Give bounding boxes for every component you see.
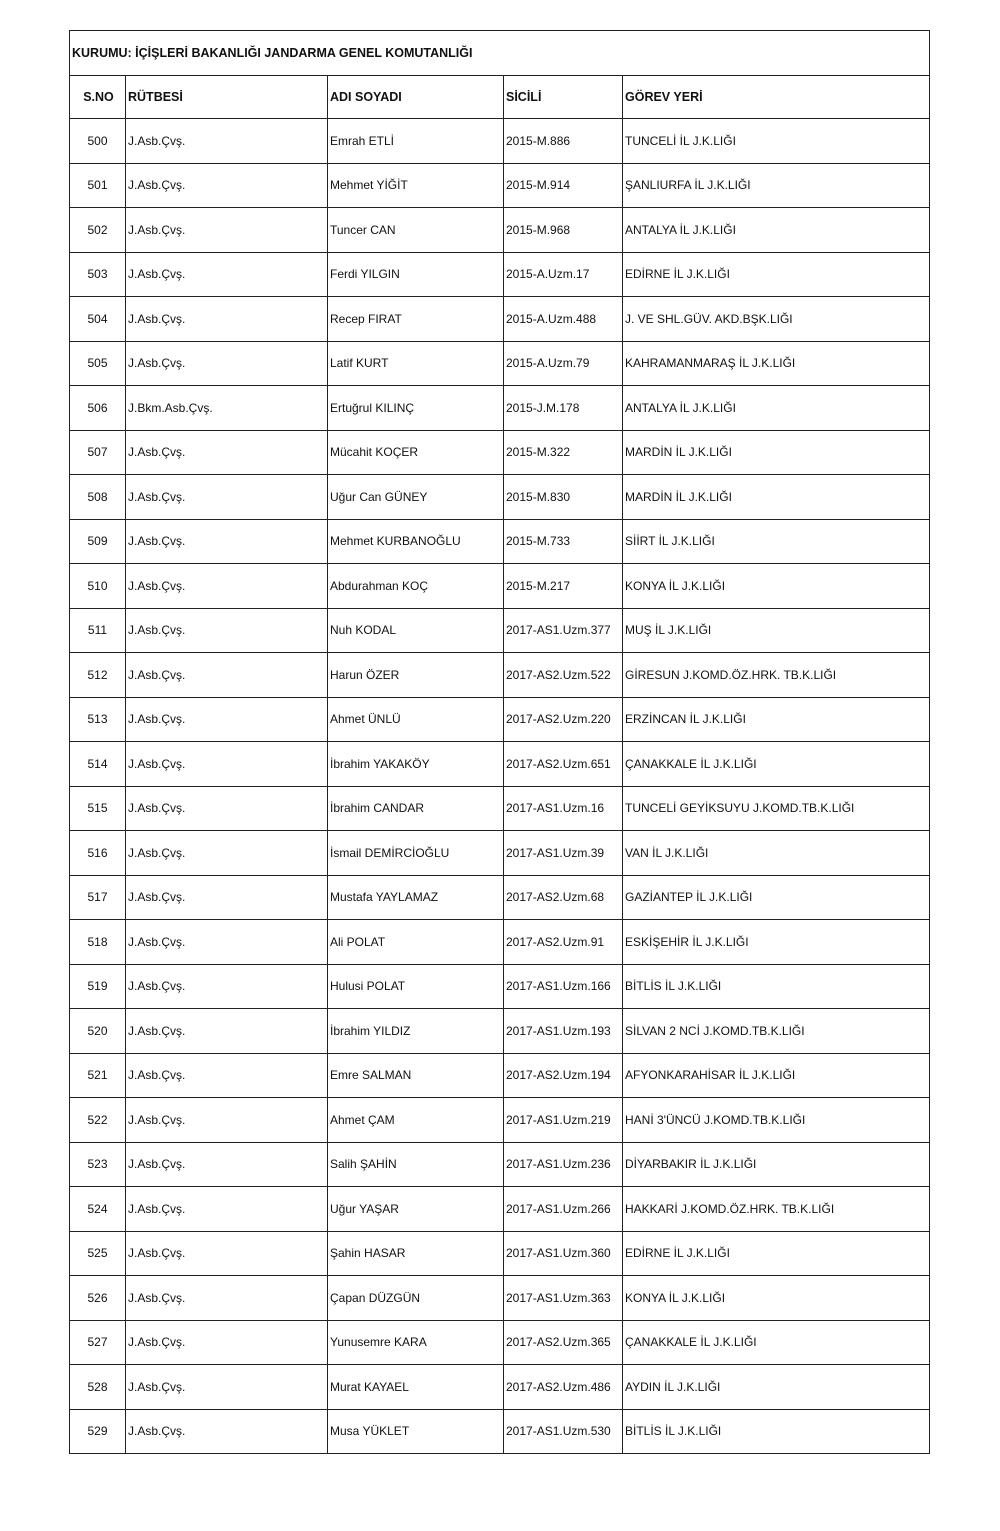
row-sno: 518 [70, 920, 126, 965]
row-name: Ahmet ÇAM [328, 1098, 504, 1143]
row-registry: 2017-AS2.Uzm.486 [504, 1365, 623, 1410]
table-row [70, 653, 930, 698]
row-duty-station: GİRESUN J.KOMD.ÖZ.HRK. TB.K.LIĞI [623, 653, 930, 698]
row-name: İbrahim YAKAKÖY [328, 742, 504, 787]
row-duty-station: KONYA İL J.K.LIĞI [623, 564, 930, 609]
row-duty-station: EDİRNE İL J.K.LIĞI [623, 252, 930, 297]
row-rank: J.Asb.Çvş. [126, 1365, 328, 1410]
row-sno: 501 [70, 163, 126, 208]
row-rank: J.Asb.Çvş. [126, 831, 328, 876]
row-sno: 524 [70, 1187, 126, 1232]
table-row [70, 297, 930, 342]
row-sno: 529 [70, 1409, 126, 1454]
row-rank: J.Asb.Çvş. [126, 1009, 328, 1054]
table-row [70, 1276, 930, 1321]
row-sno: 527 [70, 1320, 126, 1365]
row-rank: J.Asb.Çvş. [126, 608, 328, 653]
row-registry: 2015-M.217 [504, 564, 623, 609]
table-row [70, 920, 930, 965]
row-duty-station: AYDIN İL J.K.LIĞI [623, 1365, 930, 1410]
row-rank: J.Asb.Çvş. [126, 875, 328, 920]
row-rank: J.Asb.Çvş. [126, 1187, 328, 1232]
institution-row [70, 31, 930, 76]
column-header-duty-station: GÖREV YERİ [623, 76, 930, 119]
row-name: Recep FIRAT [328, 297, 504, 342]
column-header-rank: RÜTBESİ [126, 76, 328, 119]
row-duty-station: TUNCELİ İL J.K.LIĞI [623, 119, 930, 164]
row-rank: J.Asb.Çvş. [126, 119, 328, 164]
row-registry: 2017-AS1.Uzm.360 [504, 1231, 623, 1276]
row-name: Ferdi YILGIN [328, 252, 504, 297]
row-rank: J.Asb.Çvş. [126, 341, 328, 386]
row-name: Hulusi POLAT [328, 964, 504, 1009]
row-sno: 522 [70, 1098, 126, 1143]
row-name: Abdurahman KOÇ [328, 564, 504, 609]
row-registry: 2017-AS2.Uzm.68 [504, 875, 623, 920]
table-row [70, 1187, 930, 1232]
row-duty-station: ANTALYA İL J.K.LIĞI [623, 208, 930, 253]
row-registry: 2017-AS1.Uzm.363 [504, 1276, 623, 1321]
row-duty-station: ŞANLIURFA İL J.K.LIĞI [623, 163, 930, 208]
row-name: Çapan DÜZGÜN [328, 1276, 504, 1321]
row-sno: 510 [70, 564, 126, 609]
row-sno: 528 [70, 1365, 126, 1410]
row-name: Harun ÖZER [328, 653, 504, 698]
row-rank: J.Bkm.Asb.Çvş. [126, 386, 328, 431]
row-registry: 2017-AS1.Uzm.219 [504, 1098, 623, 1143]
table-row [70, 964, 930, 1009]
row-sno: 511 [70, 608, 126, 653]
row-registry: 2017-AS1.Uzm.166 [504, 964, 623, 1009]
row-sno: 520 [70, 1009, 126, 1054]
table-row [70, 697, 930, 742]
row-rank: J.Asb.Çvş. [126, 786, 328, 831]
row-duty-station: DİYARBAKIR İL J.K.LIĞI [623, 1142, 930, 1187]
row-rank: J.Asb.Çvş. [126, 653, 328, 698]
table-row [70, 564, 930, 609]
column-header-row [70, 76, 930, 119]
row-sno: 500 [70, 119, 126, 164]
row-sno: 516 [70, 831, 126, 876]
table-row [70, 475, 930, 520]
row-registry: 2015-J.M.178 [504, 386, 623, 431]
row-registry: 2017-AS1.Uzm.16 [504, 786, 623, 831]
row-duty-station: GAZİANTEP İL J.K.LIĞI [623, 875, 930, 920]
row-sno: 512 [70, 653, 126, 698]
row-rank: J.Asb.Çvş. [126, 1409, 328, 1454]
row-registry: 2015-M.830 [504, 475, 623, 520]
row-rank: J.Asb.Çvş. [126, 1276, 328, 1321]
table-row [70, 1231, 930, 1276]
row-sno: 507 [70, 430, 126, 475]
row-duty-station: J. VE SHL.GÜV. AKD.BŞK.LIĞI [623, 297, 930, 342]
row-sno: 509 [70, 519, 126, 564]
row-registry: 2017-AS1.Uzm.193 [504, 1009, 623, 1054]
row-name: Mehmet KURBANOĞLU [328, 519, 504, 564]
row-sno: 521 [70, 1053, 126, 1098]
row-rank: J.Asb.Çvş. [126, 1142, 328, 1187]
row-duty-station: MARDİN İL J.K.LIĞI [623, 430, 930, 475]
row-rank: J.Asb.Çvş. [126, 1231, 328, 1276]
row-registry: 2017-AS2.Uzm.651 [504, 742, 623, 787]
row-name: Salih ŞAHİN [328, 1142, 504, 1187]
row-name: Ertuğrul KILINÇ [328, 386, 504, 431]
row-sno: 526 [70, 1276, 126, 1321]
row-duty-station: ÇANAKKALE İL J.K.LIĞI [623, 742, 930, 787]
row-name: Ahmet ÜNLÜ [328, 697, 504, 742]
row-name: İbrahim YILDIZ [328, 1009, 504, 1054]
row-rank: J.Asb.Çvş. [126, 208, 328, 253]
row-rank: J.Asb.Çvş. [126, 297, 328, 342]
table-row [70, 519, 930, 564]
personnel-list-sheet [69, 30, 929, 1454]
row-rank: J.Asb.Çvş. [126, 564, 328, 609]
row-rank: J.Asb.Çvş. [126, 1098, 328, 1143]
table-row [70, 430, 930, 475]
row-sno: 508 [70, 475, 126, 520]
row-sno: 503 [70, 252, 126, 297]
row-name: Emre SALMAN [328, 1053, 504, 1098]
row-duty-station: ANTALYA İL J.K.LIĞI [623, 386, 930, 431]
row-registry: 2015-M.914 [504, 163, 623, 208]
row-sno: 502 [70, 208, 126, 253]
table-row [70, 119, 930, 164]
table-row [70, 1142, 930, 1187]
row-duty-station: BİTLİS İL J.K.LIĞI [623, 964, 930, 1009]
row-sno: 504 [70, 297, 126, 342]
column-header-registry: SİCİLİ [504, 76, 623, 119]
table-row [70, 786, 930, 831]
table-row [70, 252, 930, 297]
row-sno: 505 [70, 341, 126, 386]
row-registry: 2017-AS1.Uzm.39 [504, 831, 623, 876]
row-name: Yunusemre KARA [328, 1320, 504, 1365]
table-row [70, 341, 930, 386]
row-name: İsmail DEMİRCİOĞLU [328, 831, 504, 876]
row-registry: 2017-AS2.Uzm.220 [504, 697, 623, 742]
row-name: Musa YÜKLET [328, 1409, 504, 1454]
table-row [70, 163, 930, 208]
row-sno: 523 [70, 1142, 126, 1187]
row-name: Mehmet YİĞİT [328, 163, 504, 208]
row-rank: J.Asb.Çvş. [126, 697, 328, 742]
row-rank: J.Asb.Çvş. [126, 163, 328, 208]
institution-title: KURUMU: İÇİŞLERİ BAKANLIĞI JANDARMA GENEL KOMUTANLIĞI [70, 31, 930, 76]
row-name: Latif KURT [328, 341, 504, 386]
row-registry: 2015-A.Uzm.17 [504, 252, 623, 297]
row-registry: 2017-AS2.Uzm.194 [504, 1053, 623, 1098]
row-rank: J.Asb.Çvş. [126, 430, 328, 475]
row-name: Ali POLAT [328, 920, 504, 965]
table-row [70, 1365, 930, 1410]
table-row [70, 1053, 930, 1098]
row-duty-station: SİLVAN 2 NCİ J.KOMD.TB.K.LIĞI [623, 1009, 930, 1054]
row-registry: 2017-AS1.Uzm.236 [504, 1142, 623, 1187]
row-rank: J.Asb.Çvş. [126, 920, 328, 965]
row-rank: J.Asb.Çvş. [126, 1320, 328, 1365]
row-duty-station: EDİRNE İL J.K.LIĞI [623, 1231, 930, 1276]
table-row [70, 875, 930, 920]
row-sno: 525 [70, 1231, 126, 1276]
row-sno: 513 [70, 697, 126, 742]
table-row [70, 608, 930, 653]
row-name: Mücahit KOÇER [328, 430, 504, 475]
row-rank: J.Asb.Çvş. [126, 475, 328, 520]
table-row [70, 1320, 930, 1365]
row-name: Tuncer CAN [328, 208, 504, 253]
row-registry: 2015-M.322 [504, 430, 623, 475]
row-rank: J.Asb.Çvş. [126, 964, 328, 1009]
row-duty-station: ERZİNCAN İL J.K.LIĞI [623, 697, 930, 742]
row-rank: J.Asb.Çvş. [126, 519, 328, 564]
row-sno: 506 [70, 386, 126, 431]
row-duty-station: SİİRT İL J.K.LIĞI [623, 519, 930, 564]
row-rank: J.Asb.Çvş. [126, 742, 328, 787]
row-registry: 2015-M.733 [504, 519, 623, 564]
row-name: Emrah ETLİ [328, 119, 504, 164]
table-row [70, 742, 930, 787]
row-name: Mustafa YAYLAMAZ [328, 875, 504, 920]
row-registry: 2017-AS2.Uzm.91 [504, 920, 623, 965]
table-row [70, 1409, 930, 1454]
row-sno: 514 [70, 742, 126, 787]
row-duty-station: HANİ 3'ÜNCÜ J.KOMD.TB.K.LIĞI [623, 1098, 930, 1143]
row-duty-station: AFYONKARAHİSAR İL J.K.LIĞI [623, 1053, 930, 1098]
row-registry: 2017-AS1.Uzm.530 [504, 1409, 623, 1454]
row-registry: 2015-M.968 [504, 208, 623, 253]
row-duty-station: MARDİN İL J.K.LIĞI [623, 475, 930, 520]
row-duty-station: TUNCELİ GEYİKSUYU J.KOMD.TB.K.LIĞI [623, 786, 930, 831]
row-sno: 515 [70, 786, 126, 831]
table-row [70, 1009, 930, 1054]
row-duty-station: KAHRAMANMARAŞ İL J.K.LIĞI [623, 341, 930, 386]
row-duty-station: MUŞ İL J.K.LIĞI [623, 608, 930, 653]
row-name: İbrahim CANDAR [328, 786, 504, 831]
row-registry: 2017-AS1.Uzm.266 [504, 1187, 623, 1232]
row-name: Uğur YAŞAR [328, 1187, 504, 1232]
row-sno: 519 [70, 964, 126, 1009]
row-name: Şahin HASAR [328, 1231, 504, 1276]
column-header-sno: S.NO [70, 76, 126, 119]
row-duty-station: VAN İL J.K.LIĞI [623, 831, 930, 876]
table-row [70, 831, 930, 876]
row-name: Uğur Can GÜNEY [328, 475, 504, 520]
personnel-table [69, 30, 930, 1454]
row-name: Murat KAYAEL [328, 1365, 504, 1410]
row-registry: 2015-A.Uzm.488 [504, 297, 623, 342]
row-rank: J.Asb.Çvş. [126, 252, 328, 297]
row-registry: 2017-AS2.Uzm.522 [504, 653, 623, 698]
table-body [70, 119, 930, 1454]
row-duty-station: HAKKARİ J.KOMD.ÖZ.HRK. TB.K.LIĞI [623, 1187, 930, 1232]
row-duty-station: BİTLİS İL J.K.LIĞI [623, 1409, 930, 1454]
row-duty-station: ESKİŞEHİR İL J.K.LIĞI [623, 920, 930, 965]
row-registry: 2017-AS1.Uzm.377 [504, 608, 623, 653]
table-row [70, 208, 930, 253]
row-duty-station: KONYA İL J.K.LIĞI [623, 1276, 930, 1321]
row-duty-station: ÇANAKKALE İL J.K.LIĞI [623, 1320, 930, 1365]
row-registry: 2015-A.Uzm.79 [504, 341, 623, 386]
row-registry: 2017-AS2.Uzm.365 [504, 1320, 623, 1365]
row-sno: 517 [70, 875, 126, 920]
row-name: Nuh KODAL [328, 608, 504, 653]
row-registry: 2015-M.886 [504, 119, 623, 164]
row-rank: J.Asb.Çvş. [126, 1053, 328, 1098]
table-row [70, 386, 930, 431]
table-row [70, 1098, 930, 1143]
column-header-name: ADI SOYADI [328, 76, 504, 119]
